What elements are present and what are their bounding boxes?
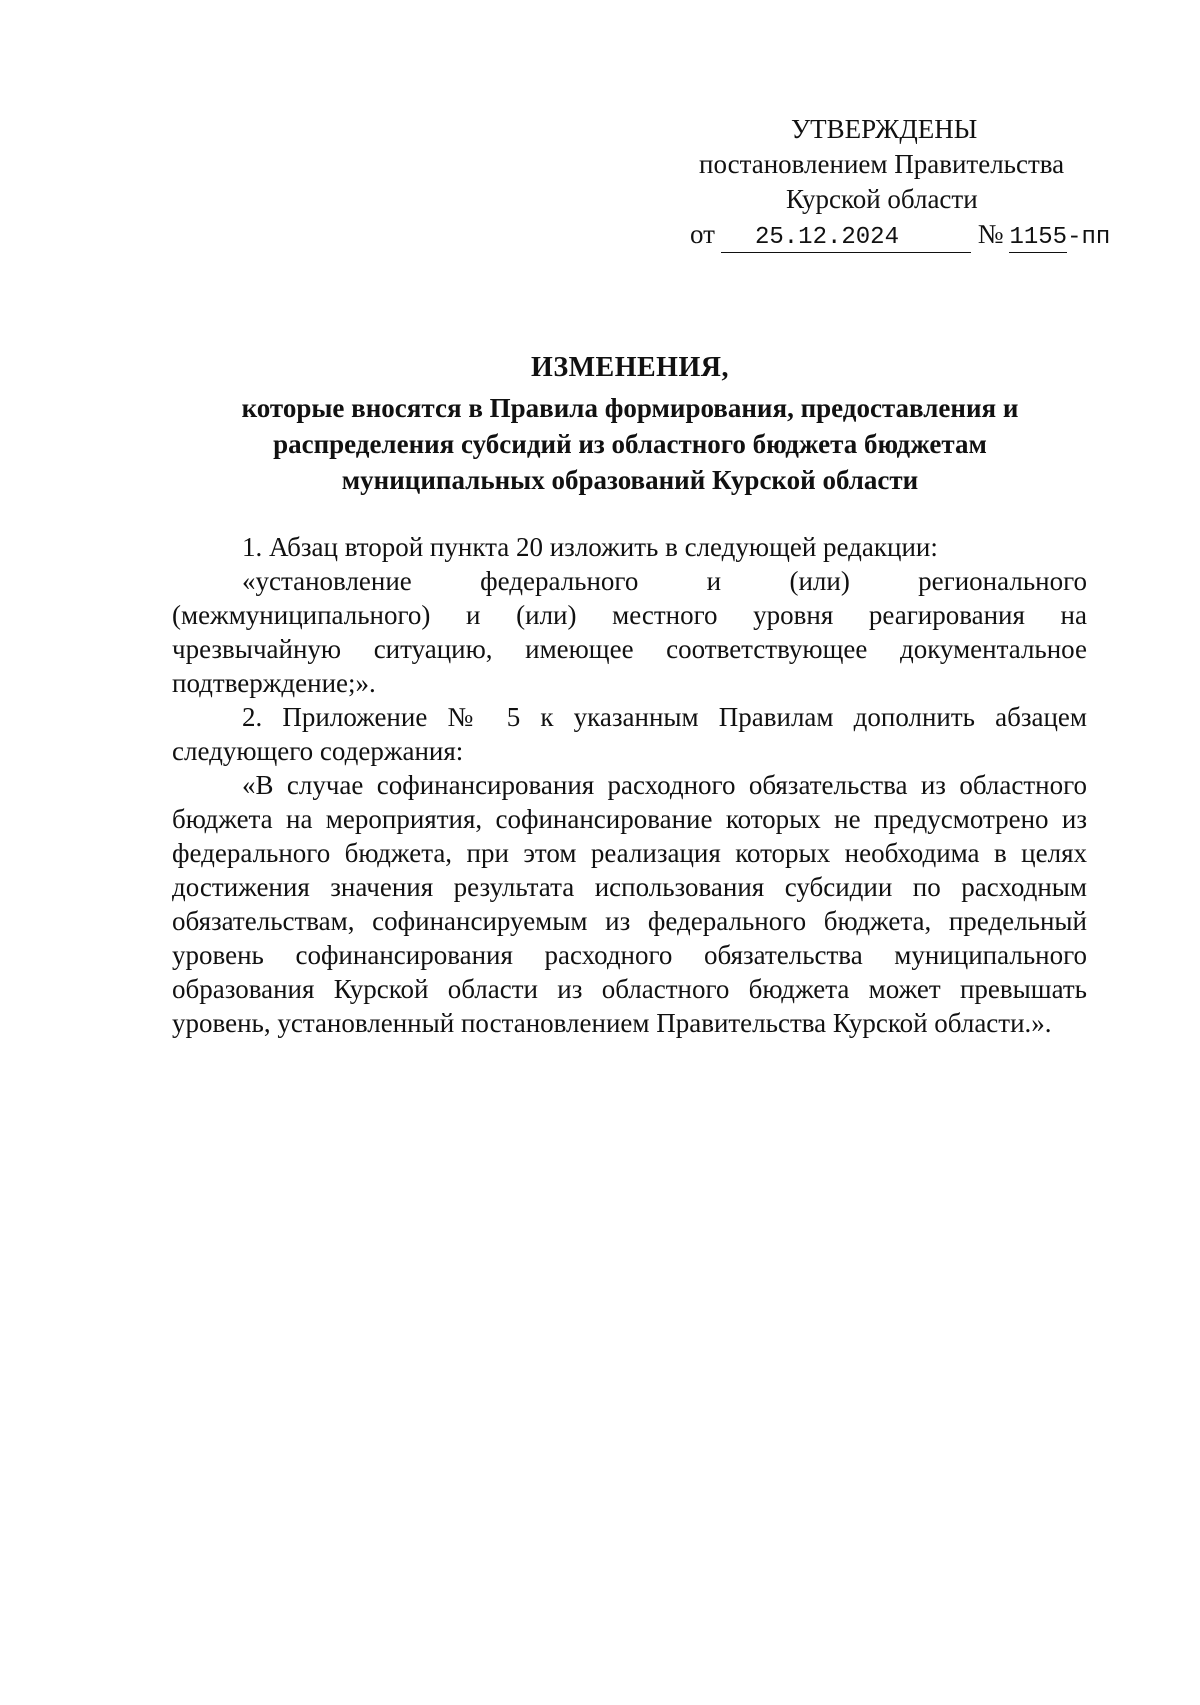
title-line-1: которые вносятся в Правила формирования, предоставления и	[241, 393, 1019, 423]
date-prefix: от	[690, 219, 715, 249]
date-field: 25.12.2024	[721, 224, 971, 253]
approval-stamp	[660, 112, 1130, 255]
paragraph-1: 1. Абзац второй пункта 20 изложить в следующей редакции:	[242, 532, 938, 562]
approval-by-resolution: постановлением Правительства	[699, 149, 1065, 179]
paragraph-4: «В случае софинансирования расходного обязательства из областного бюджета на мероприятия, софинансирование которых не предусмотрено из федерального бюджета, при этом реализация которых необходима в целях достижения значения результата использования субсидии по расходным обязательствам, софинансируемым из федерального бюджета, предельный уровень софинансирования расходного обязательства муниципального образования Курской области из областного бюджета может превышать уровень, установленный постановлением Правительства Курской области.».	[172, 770, 1087, 1038]
paragraph-2: «установление федерального и (или) регионального (межмуниципального) и (или) местного уровня реагирования на чрезвычайную ситуацию, имеющее соответствующее документальное подтверждение;».	[172, 566, 1087, 698]
approval-region: Курской области	[786, 184, 978, 214]
title-line-2: распределения субсидий из областного бюджета бюджетам	[273, 429, 987, 459]
document-title	[170, 350, 1090, 498]
number-sign: №	[977, 219, 1004, 249]
approval-date-number-line	[660, 217, 1130, 255]
document-body	[172, 530, 1087, 1040]
number-suffix: -пп	[1067, 224, 1111, 251]
number-field: 1155	[1009, 224, 1068, 251]
title-line-3: муниципальных образований Курской области	[341, 465, 919, 495]
title-heading: ИЗМЕНЕНИЯ,	[531, 352, 729, 383]
paragraph-3: 2. Приложение № 5 к указанным Правилам дополнить абзацем следующего содержания:	[172, 702, 1087, 766]
approval-heading: УТВЕРЖДЕНЫ	[791, 114, 978, 144]
